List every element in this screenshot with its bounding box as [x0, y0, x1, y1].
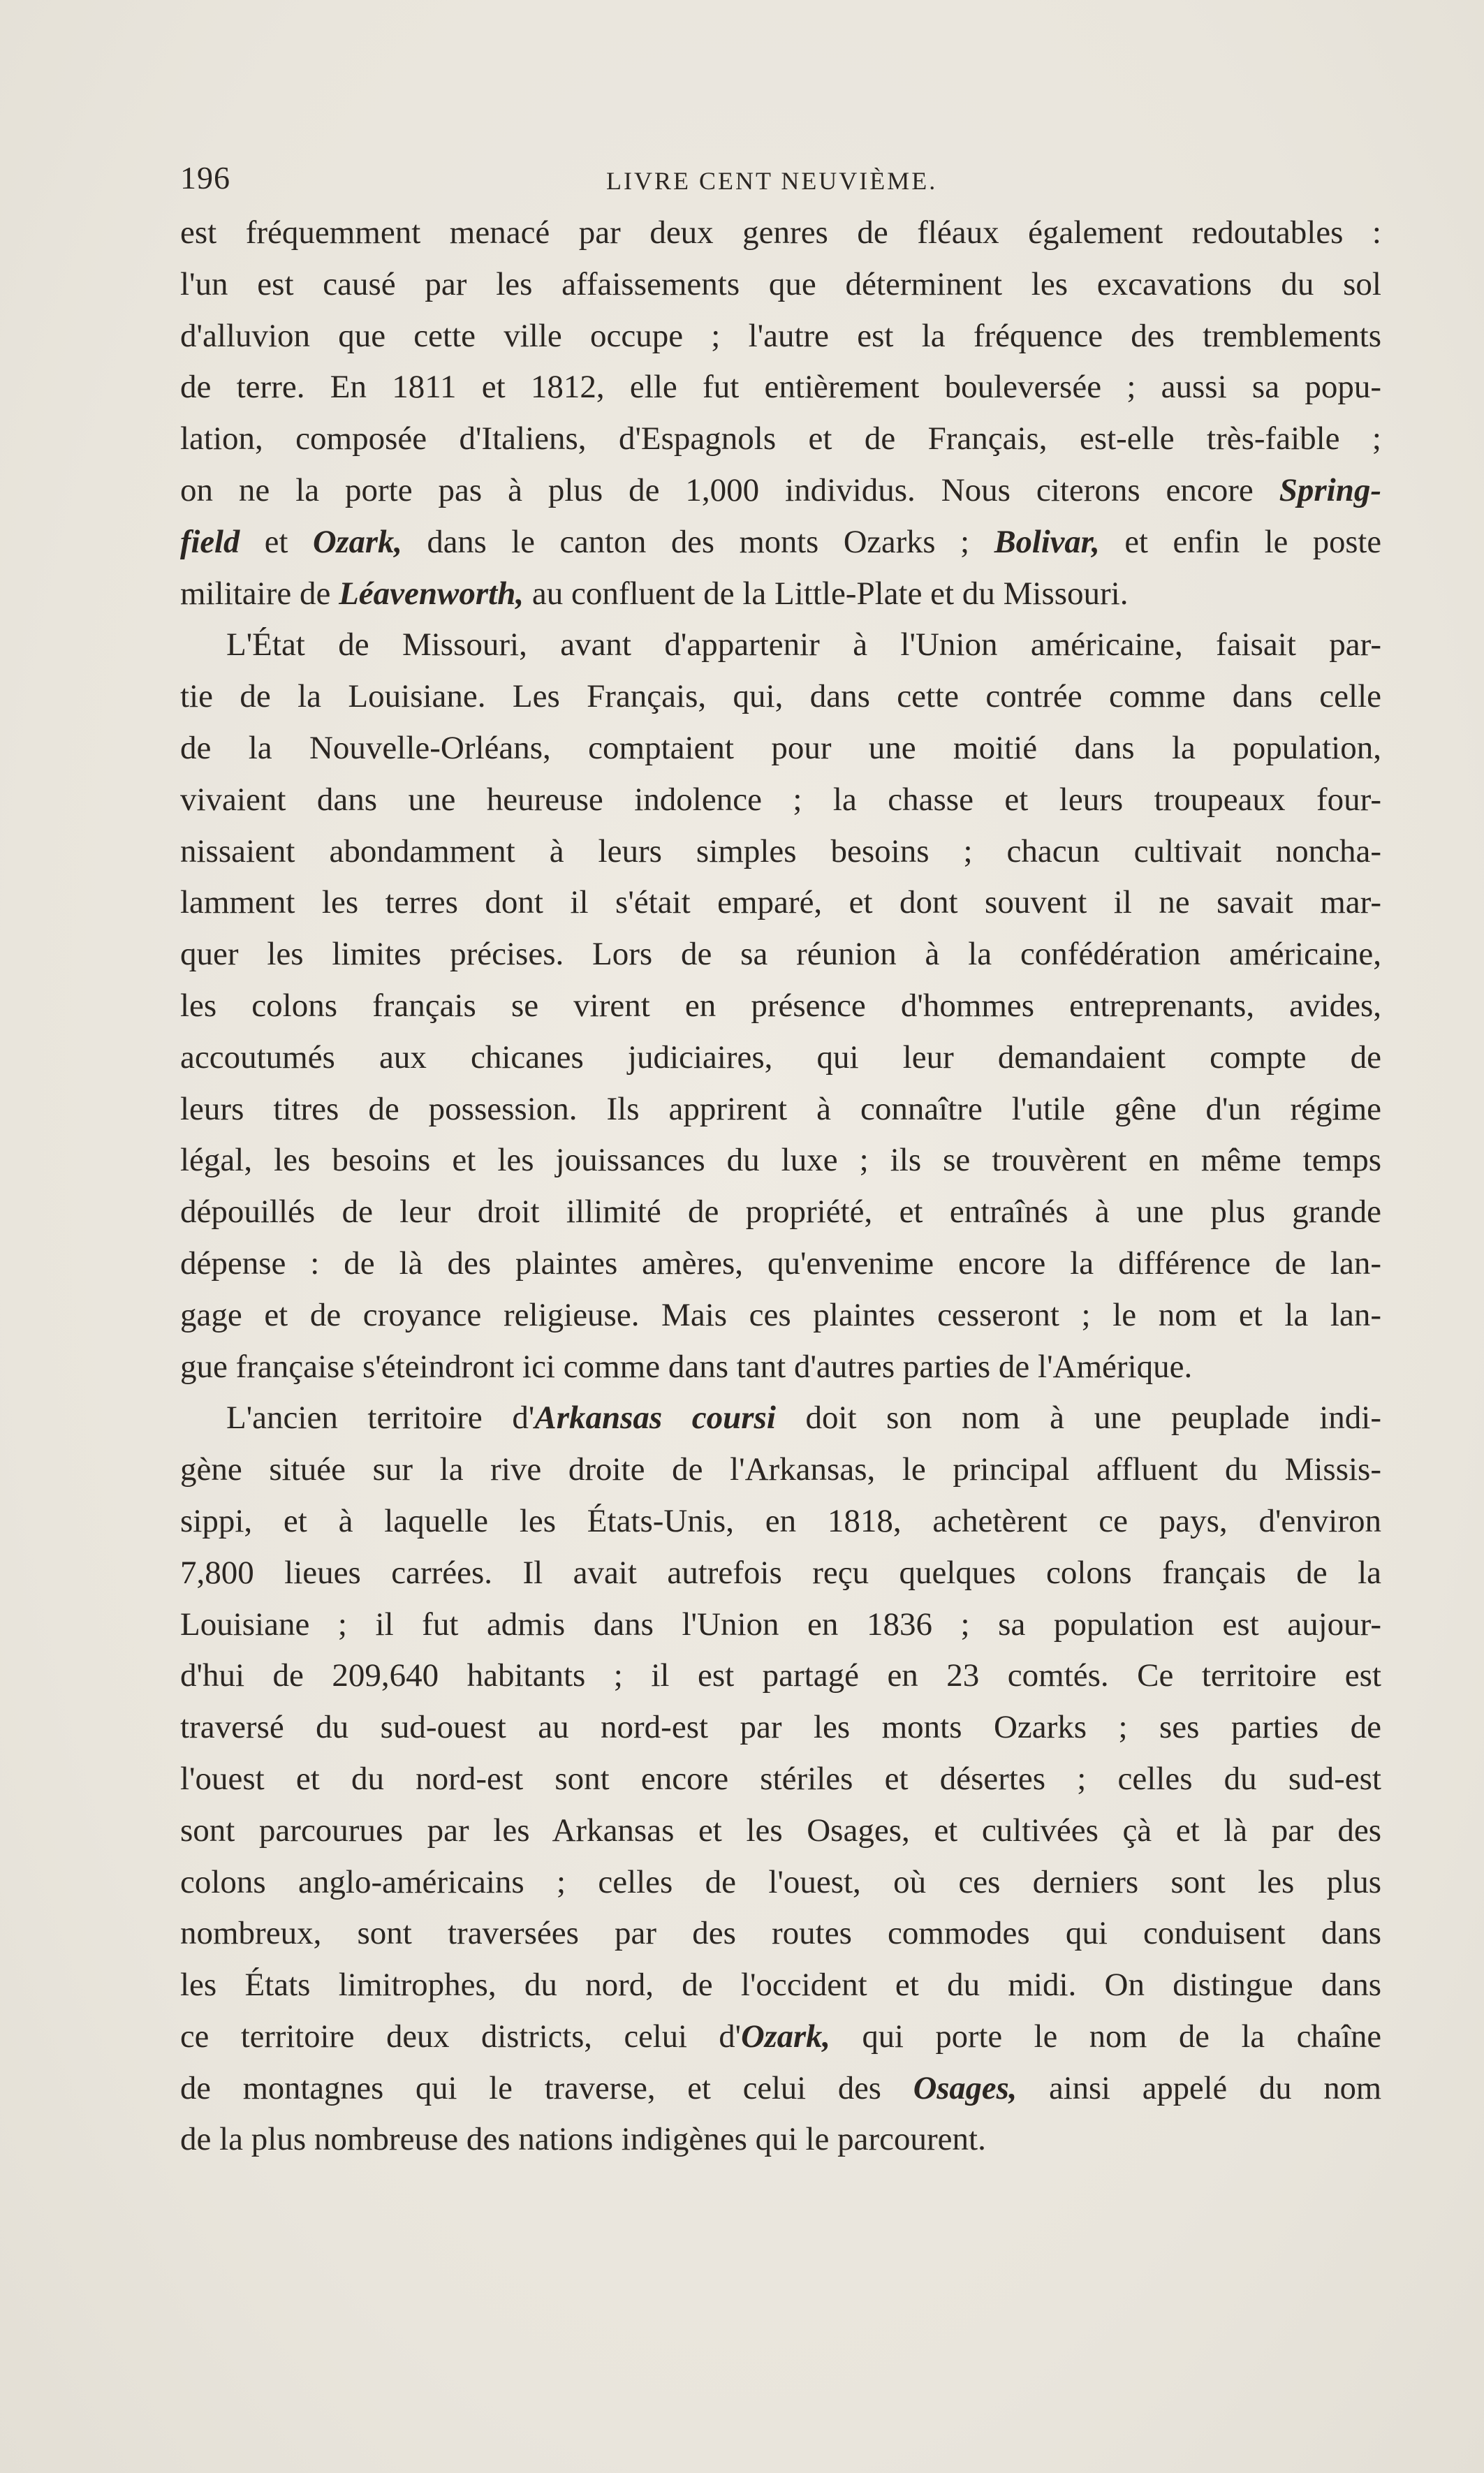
text-segment: l'un est causé par les affaissements que déterminent les excavations du sol	[180, 265, 1381, 302]
text-line	[180, 1444, 1381, 1496]
text-segment: 7,800 lieues carrées. Il avait autrefois reçu quelques colons français de la	[180, 1554, 1381, 1591]
text-line	[180, 1290, 1381, 1342]
text-line	[180, 517, 1381, 568]
text-segment: est fréquemment menacé par deux genres de fléaux également redoutables :	[180, 214, 1381, 251]
text-line	[180, 1238, 1381, 1290]
text-line	[180, 2011, 1381, 2063]
text-segment: les États limitrophes, du nord, de l'occident et du midi. On distingue dans	[180, 1967, 1381, 2004]
text-segment: nombreux, sont traversées par des routes commodes qui conduisent dans	[180, 1915, 1381, 1952]
text-segment: accoutumés aux chicanes judiciaires, qui leur demandaient compte de	[180, 1039, 1381, 1076]
text-segment: sont parcourues par les Arkansas et les Osages, et cultivées çà et là par des	[180, 1812, 1381, 1849]
text-line	[180, 362, 1381, 413]
text-segment: vivaient dans une heureuse indolence ; la chasse et leurs troupeaux four-	[180, 781, 1381, 818]
text-segment: L'État de Missouri, avant d'appartenir à l'Union américaine, faisait par-	[226, 626, 1381, 663]
text-line	[180, 929, 1381, 981]
text-line	[180, 1702, 1381, 1754]
text-segment: nissaient abondamment à leurs simples besoins ; chacun cultivait noncha-	[180, 832, 1381, 869]
text-line	[180, 981, 1381, 1032]
text-line	[180, 1135, 1381, 1187]
paragraph-start-line	[180, 619, 1381, 671]
paragraph-start-line	[180, 1393, 1381, 1444]
text-segment: de la Nouvelle-Orléans, comptaient pour une moitié dans la population,	[180, 729, 1381, 766]
text-segment: qui porte le nom de la chaîne	[830, 2018, 1381, 2055]
text-segment: leurs titres de possession. Ils apprirent à connaître l'utile gêne d'un régime	[180, 1090, 1381, 1127]
text-segment: traversé du sud-ouest au nord-est par les monts Ozarks ; ses parties de	[180, 1709, 1381, 1746]
italic-place-name: Léavenworth,	[339, 575, 524, 612]
text-segment: légal, les besoins et les jouissances du luxe ; ils se trouvèrent en même temps	[180, 1142, 1381, 1179]
text-line	[180, 1496, 1381, 1548]
text-line	[180, 1960, 1381, 2011]
text-line	[180, 1548, 1381, 1599]
text-segment: quer les limites précises. Lors de sa réunion à la confédération américaine,	[180, 936, 1381, 973]
text-segment: dans le canton des monts Ozarks ;	[402, 524, 994, 560]
text-line	[180, 1754, 1381, 1805]
italic-place-name: Bolivar,	[994, 524, 1100, 560]
text-line	[180, 723, 1381, 775]
italic-place-name: Arkansas coursi	[534, 1400, 776, 1437]
text-line	[180, 259, 1381, 311]
text-line	[180, 413, 1381, 465]
text-line	[180, 1084, 1381, 1136]
text-segment: dépouillés de leur droit illimité de propriété, et entraînés à une plus grande	[180, 1194, 1381, 1231]
italic-place-name: field	[180, 524, 240, 560]
text-line	[180, 1187, 1381, 1238]
text-line	[180, 311, 1381, 362]
text-segment: de terre. En 1811 et 1812, elle fut entièrement bouleversée ; aussi sa popu-	[180, 369, 1381, 406]
text-segment: de montagnes qui le traverse, et celui des	[180, 2070, 913, 2106]
text-segment: sippi, et à laquelle les États-Unis, en 1818, achetèrent ce pays, d'environ	[180, 1502, 1381, 1539]
running-title: LIVRE CENT NEUVIÈME.	[606, 167, 938, 195]
text-line	[180, 207, 1381, 259]
text-segment: gue française s'éteindront ici comme dans tant d'autres parties de l'Amérique.	[180, 1348, 1193, 1385]
italic-place-name: Osages,	[913, 2070, 1018, 2106]
text-line	[180, 877, 1381, 929]
text-segment: gène située sur la rive droite de l'Arkansas, le principal affluent du Missis-	[180, 1451, 1381, 1488]
text-line	[180, 1032, 1381, 1084]
text-segment: ce territoire deux districts, celui d'	[180, 2018, 742, 2055]
text-line	[180, 568, 1381, 620]
body-text	[180, 207, 1381, 2166]
text-segment: les colons français se virent en présence d'hommes entreprenants, avides,	[180, 987, 1381, 1024]
text-segment: colons anglo-américains ; celles de l'ouest, où ces derniers sont les plus	[180, 1863, 1381, 1900]
text-segment: et	[240, 524, 313, 560]
text-segment: au confluent de la Little-Plate et du Missouri.	[524, 575, 1129, 612]
text-line	[180, 826, 1381, 878]
text-segment: Louisiane ; il fut admis dans l'Union en 1836 ; sa population est aujour-	[180, 1606, 1381, 1643]
text-segment: ainsi appelé du nom	[1017, 2070, 1381, 2106]
text-line	[180, 465, 1381, 517]
text-segment: et enfin le poste	[1099, 524, 1381, 560]
text-segment: d'hui de 209,640 habitants ; il est partagé en 23 comtés. Ce territoire est	[180, 1657, 1381, 1694]
text-segment: lation, composée d'Italiens, d'Espagnols et de Français, est-elle très-faible ;	[180, 420, 1381, 457]
text-line	[180, 2063, 1381, 2115]
text-segment: dépense : de là des plaintes amères, qu'envenime encore la différence de lan-	[180, 1245, 1381, 1282]
text-segment: l'ouest et du nord-est sont encore stériles et désertes ; celles du sud-est	[180, 1760, 1381, 1797]
italic-place-name: Ozark,	[312, 524, 402, 560]
running-head	[180, 159, 1381, 201]
text-segment: L'ancien territoire d'	[226, 1400, 535, 1437]
text-segment: de la plus nombreuse des nations indigènes qui le parcourent.	[180, 2121, 986, 2158]
text-line	[180, 775, 1381, 826]
page-number: 196	[180, 160, 230, 196]
text-line	[180, 1908, 1381, 1960]
italic-place-name: Ozark,	[741, 2018, 830, 2055]
text-segment: gage et de croyance religieuse. Mais ces plaintes cesseront ; le nom et la lan-	[180, 1296, 1381, 1333]
text-line	[180, 671, 1381, 723]
text-segment: tie de la Louisiane. Les Français, qui, dans cette contrée comme dans celle	[180, 678, 1381, 715]
text-segment: doit son nom à une peuplade indi-	[775, 1400, 1381, 1437]
text-line	[180, 1805, 1381, 1857]
text-segment: on ne la porte pas à plus de 1,000 individus. Nous citerons encore	[180, 471, 1279, 508]
text-line	[180, 1599, 1381, 1651]
text-line	[180, 1650, 1381, 1702]
text-line	[180, 1342, 1381, 1393]
italic-place-name: Spring-	[1279, 471, 1381, 508]
text-line	[180, 2114, 1381, 2166]
text-segment: lamment les terres dont il s'était emparé, et dont souvent il ne savait mar-	[180, 884, 1381, 921]
text-segment: militaire de	[180, 575, 339, 612]
text-segment: d'alluvion que cette ville occupe ; l'autre est la fréquence des tremblements	[180, 317, 1381, 354]
text-line	[180, 1857, 1381, 1909]
